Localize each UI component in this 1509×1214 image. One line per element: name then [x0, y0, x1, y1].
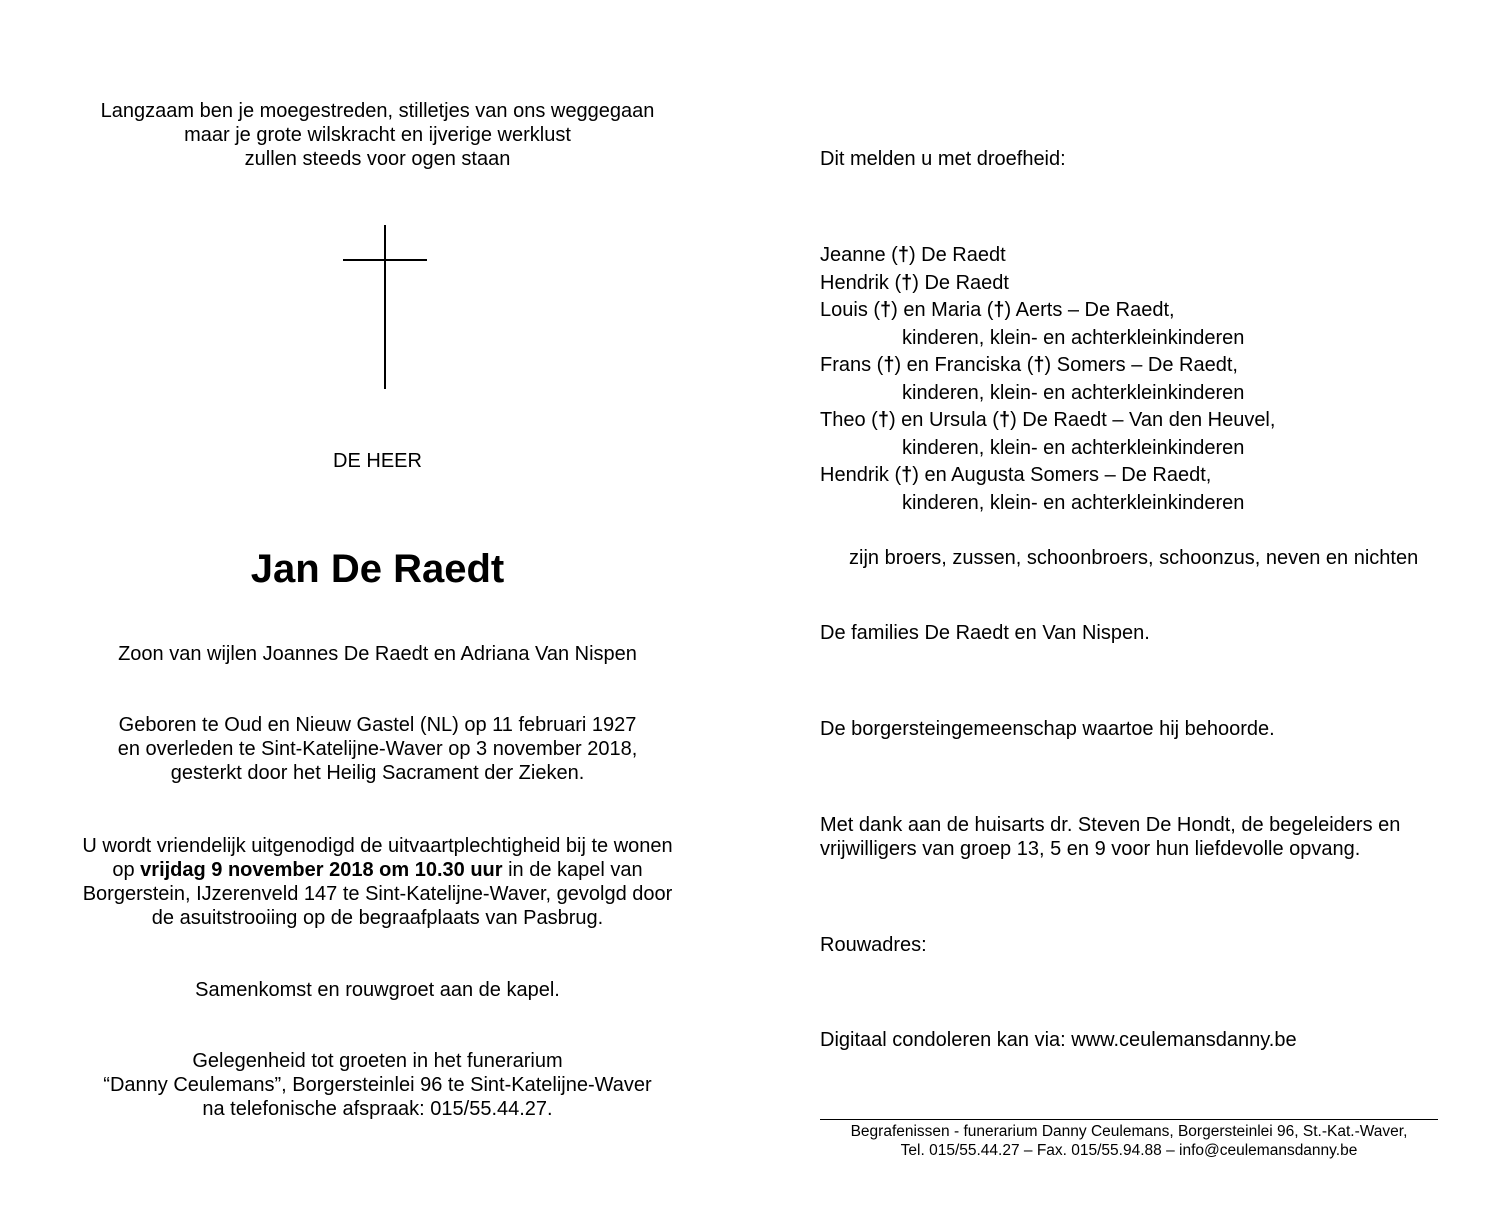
funeral-invitation: [40, 834, 715, 930]
birth-death-info: [40, 713, 715, 785]
dagger-icon: †: [883, 354, 895, 376]
poem-line: maar je grote wilskracht en ijverige werklust: [184, 124, 571, 146]
family-member: Hendrik (†) en Augusta Somers – De Raedt,: [820, 464, 1212, 486]
dagger-icon: †: [880, 299, 892, 321]
funeral-home-footer: [820, 1122, 1438, 1160]
footer-line: Begrafenissen - funerarium Danny Ceulemans, Borgersteinlei 96, St.-Kat.-Waver,: [850, 1123, 1408, 1140]
announcement-intro: Dit melden u met droefheid:: [820, 148, 1066, 170]
family-member: Frans (†) en Franciska (†) Somers – De Raedt,: [820, 354, 1238, 376]
sacrament-line: gesterkt door het Heilig Sacrament der Zieken.: [170, 762, 585, 784]
memorial-poem: [40, 99, 715, 171]
dagger-icon: †: [901, 464, 913, 486]
visitation-info: [40, 1049, 715, 1121]
funeral-date-time: vrijdag 9 november 2018 om 10.30 uur: [140, 859, 503, 881]
invitation-line: Borgerstein, IJzerenveld 147 te Sint-Katelijne-Waver, gevolgd door: [82, 883, 673, 905]
families-line: De families De Raedt en Van Nispen.: [820, 622, 1150, 644]
community-line: De borgersteingemeenschap waartoe hij behoorde.: [820, 718, 1275, 740]
deceased-name: Jan De Raedt: [250, 547, 505, 591]
family-member: Theo (†) en Ursula (†) De Raedt – Van den Heuvel,: [820, 409, 1276, 431]
mourning-address-label: Rouwadres:: [820, 934, 927, 956]
family-member: Hendrik (†) De Raedt: [820, 272, 1009, 294]
descendants-line: kinderen, klein- en achterkleinkinderen: [902, 492, 1245, 514]
siblings-line: zijn broers, zussen, schoonbroers, schoonzus, neven en nichten: [849, 547, 1419, 569]
descendants-line: kinderen, klein- en achterkleinkinderen: [902, 327, 1245, 349]
poem-line: zullen steeds voor ogen staan: [244, 148, 511, 170]
descendants-line: kinderen, klein- en achterkleinkinderen: [902, 437, 1245, 459]
thanks-line: vrijwilligers van groep 13, 5 en 9 voor hun liefdevolle opvang.: [820, 838, 1361, 860]
footer-line: Tel. 015/55.44.27 – Fax. 015/55.94.88 – info@ceulemansdanny.be: [900, 1142, 1358, 1159]
family-member: Jeanne (†) De Raedt: [820, 244, 1006, 266]
dagger-icon: †: [993, 299, 1005, 321]
visitation-line: na telefonische afspraak: 015/55.44.27.: [202, 1098, 553, 1120]
invitation-line: op vrijdag 9 november 2018 om 10.30 uur in de kapel van: [112, 859, 643, 881]
dagger-icon: †: [1033, 354, 1045, 376]
footer-divider: [820, 1119, 1438, 1120]
poem-line: Langzaam ben je moegestreden, stilletjes van ons weggegaan: [100, 100, 655, 122]
birth-line: Geboren te Oud en Nieuw Gastel (NL) op 11 februari 1927: [118, 714, 637, 736]
honorific-title: DE HEER: [333, 450, 422, 472]
thanks-text: [820, 813, 1400, 861]
dagger-icon: †: [877, 409, 889, 431]
descendants-line: kinderen, klein- en achterkleinkinderen: [902, 382, 1245, 404]
visitation-line: Gelegenheid tot groeten in het funerarium: [192, 1050, 563, 1072]
visitation-line: “Danny Ceulemans”, Borgersteinlei 96 te Sint-Katelijne-Waver: [103, 1074, 652, 1096]
thanks-line: Met dank aan de huisarts dr. Steven De Hondt, de begeleiders en: [820, 814, 1401, 836]
death-line: en overleden te Sint-Katelijne-Waver op 3 november 2018,: [117, 738, 638, 760]
online-condolence: Digitaal condoleren kan via: www.ceulemansdanny.be: [820, 1029, 1297, 1051]
dagger-icon: †: [901, 272, 913, 294]
family-member: Louis (†) en Maria (†) Aerts – De Raedt,: [820, 299, 1175, 321]
dagger-icon: †: [897, 244, 909, 266]
dagger-icon: †: [998, 409, 1011, 431]
parents-line: Zoon van wijlen Joannes De Raedt en Adriana Van Nispen: [118, 643, 637, 665]
gathering-info: Samenkomst en rouwgroet aan de kapel.: [195, 979, 560, 1001]
invitation-line: U wordt vriendelijk uitgenodigd de uitvaartplechtigheid bij te wonen: [82, 835, 673, 857]
invitation-line: de asuitstrooiing op de begraafplaats van Pasbrug.: [151, 907, 604, 929]
